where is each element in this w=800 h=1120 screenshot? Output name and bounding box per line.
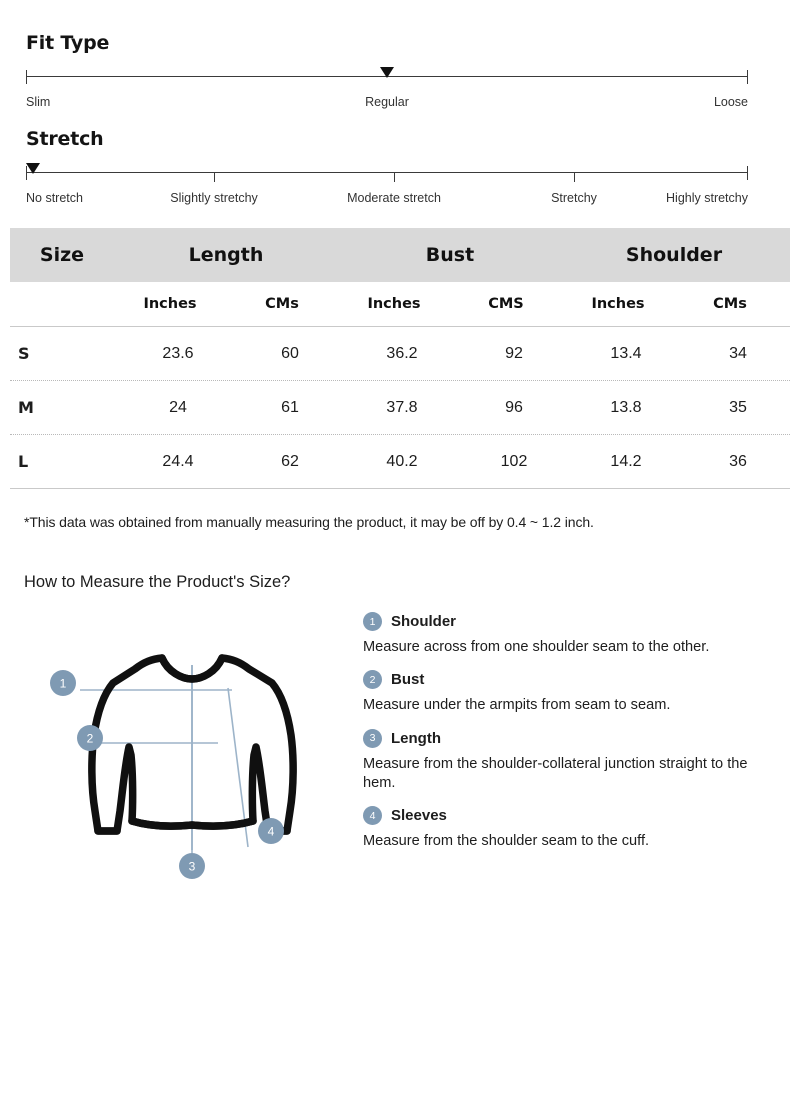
- group-header-size: Size: [39, 244, 85, 266]
- measurement-instructions: [363, 612, 773, 864]
- stretch-label-highly-stretchy: Highly stretchy: [666, 191, 748, 205]
- fit-type-section: [26, 32, 774, 113]
- cell-length-inches: 23.6: [162, 344, 194, 362]
- instruction-text-bust: Measure under the armpits from seam to seam.: [363, 697, 671, 714]
- instruction-header: [363, 670, 773, 689]
- instruction-header: [363, 729, 773, 748]
- instruction-title-length: Length: [391, 729, 441, 747]
- fit-type-label-regular: Regular: [365, 95, 409, 109]
- subheader-length-inches: Inches: [143, 296, 197, 312]
- group-header-shoulder: Shoulder: [625, 244, 723, 266]
- stretch-labels: [26, 191, 748, 209]
- table-row: [10, 327, 790, 381]
- instruction-text-length: Measure from the shoulder-collateral junction straight to the hem.: [363, 755, 748, 791]
- stretch-section: [26, 128, 774, 209]
- instruction-title-bust: Bust: [391, 671, 425, 689]
- size-table-subheader-row: [10, 282, 790, 327]
- cell-length-cms: 60: [281, 344, 299, 362]
- fit-type-axis-cap-right: [747, 70, 748, 84]
- instruction-title-sleeves: Sleeves: [391, 807, 447, 824]
- subheader-bust-inches: Inches: [367, 296, 421, 312]
- fit-type-label-slim: Slim: [26, 95, 51, 109]
- fit-type-labels: [26, 95, 748, 113]
- cell-shoulder-inches: 13.8: [610, 398, 642, 416]
- cell-length-cms: 61: [281, 398, 299, 416]
- subheader-shoulder-inches: Inches: [591, 296, 645, 312]
- cell-shoulder-cms: 34: [729, 344, 747, 362]
- cell-bust-inches: 37.8: [386, 398, 418, 416]
- instruction-badge-2: 2: [363, 670, 382, 689]
- cell-length-cms: 62: [281, 452, 299, 470]
- cell-size: S: [18, 344, 30, 363]
- stretch-marker: [26, 163, 40, 174]
- stretch-label-no-stretch: No stretch: [26, 191, 83, 205]
- sweatshirt-illustration-svg: [40, 635, 340, 895]
- cell-bust-cms: 92: [505, 344, 523, 362]
- fit-type-axis-cap-left: [26, 70, 27, 84]
- cell-length-inches: 24.4: [162, 452, 194, 470]
- cell-shoulder-inches: 13.4: [610, 344, 642, 362]
- group-header-bust: Bust: [425, 244, 475, 266]
- how-to-measure-title: How to Measure the Product's Size?: [24, 573, 291, 591]
- group-header-length: Length: [188, 244, 264, 266]
- instruction-text-shoulder: Measure across from one shoulder seam to the other.: [363, 639, 710, 655]
- cell-shoulder-cms: 36: [729, 452, 747, 470]
- instruction-item-bust: [363, 670, 773, 715]
- cell-size: L: [18, 452, 29, 471]
- stretch-axis: [26, 164, 748, 182]
- stretch-label-moderate-stretch: Moderate stretch: [347, 191, 441, 205]
- cell-bust-cms: 102: [500, 452, 528, 470]
- size-table-group-header-row: [10, 228, 790, 282]
- instruction-item-length: [363, 729, 773, 794]
- fit-type-marker: [380, 67, 394, 78]
- stretch-label-slightly-stretchy: Slightly stretchy: [170, 191, 258, 205]
- instruction-item-sleeves: [363, 806, 773, 851]
- instruction-title-shoulder: Shoulder: [391, 613, 457, 630]
- diagram-badge-2-label: 2: [86, 731, 94, 746]
- fit-type-axis: [26, 68, 748, 86]
- cell-length-inches: 24: [169, 398, 187, 416]
- stretch-axis-cap-right: [747, 166, 748, 180]
- cell-bust-inches: 36.2: [386, 344, 418, 362]
- cell-shoulder-cms: 35: [729, 398, 747, 416]
- instruction-item-shoulder: [363, 612, 773, 657]
- stretch-axis-tick-1: [214, 172, 215, 182]
- fit-type-title: Fit Type: [26, 32, 110, 54]
- fit-type-label-loose: Loose: [713, 95, 748, 109]
- table-row: [10, 381, 790, 435]
- instruction-header: [363, 806, 773, 825]
- size-table: [10, 228, 790, 489]
- instruction-header: [363, 612, 773, 631]
- stretch-axis-tick-3: [574, 172, 575, 182]
- table-row: [10, 435, 790, 489]
- stretch-axis-tick-2: [394, 172, 395, 182]
- measurement-disclaimer: *This data was obtained from manually measuring the product, it may be off by 0.4 ~ 1.2 inch.: [24, 514, 594, 530]
- stretch-label-stretchy: Stretchy: [551, 191, 597, 205]
- subheader-length-cms: CMs: [265, 296, 299, 312]
- sweatshirt-diagram: [40, 635, 340, 895]
- diagram-badge-3-label: 3: [188, 859, 196, 874]
- instruction-badge-3: 3: [363, 729, 382, 748]
- diagram-badge-4-label: 4: [267, 824, 275, 839]
- diagram-badge-1-label: 1: [59, 676, 67, 691]
- instruction-badge-1: 1: [363, 612, 382, 631]
- stretch-axis-line: [26, 172, 748, 173]
- cell-size: M: [18, 398, 34, 417]
- cell-bust-cms: 96: [505, 398, 523, 416]
- cell-shoulder-inches: 14.2: [610, 452, 642, 470]
- instruction-badge-4: 4: [363, 806, 382, 825]
- stretch-title: Stretch: [26, 128, 104, 150]
- cell-bust-inches: 40.2: [386, 452, 418, 470]
- subheader-shoulder-cms: CMs: [713, 296, 747, 312]
- subheader-bust-cms: CMS: [488, 296, 524, 312]
- instruction-text-sleeves: Measure from the shoulder seam to the cuff.: [363, 833, 650, 849]
